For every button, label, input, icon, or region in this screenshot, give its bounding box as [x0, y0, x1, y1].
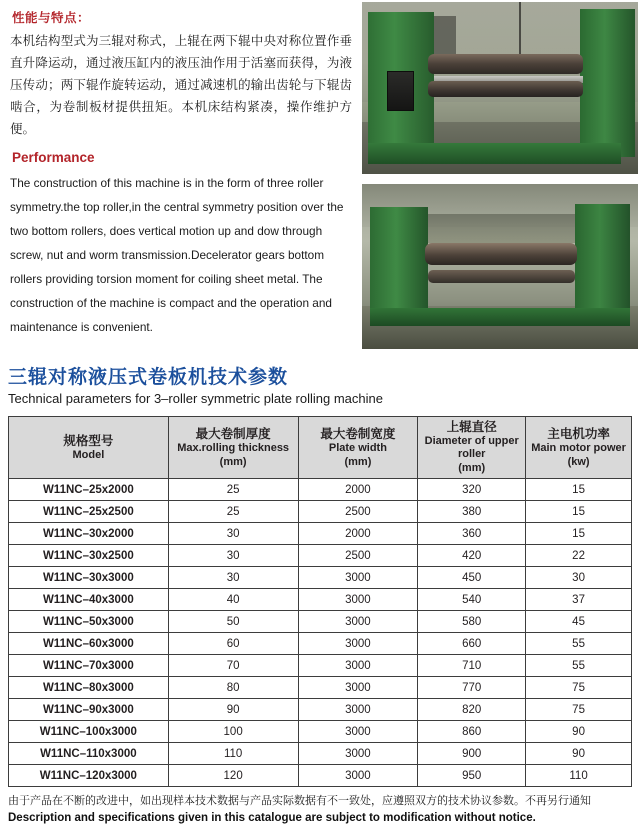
cell-roller-diameter: 320 [418, 479, 526, 501]
cell-motor-power: 55 [526, 655, 632, 677]
cell-model: W11NC–110x3000 [9, 743, 169, 765]
cell-motor-power: 75 [526, 699, 632, 721]
cell-motor-power: 15 [526, 479, 632, 501]
cell-roller-diameter: 450 [418, 567, 526, 589]
table-row [9, 721, 632, 743]
cell-motor-power: 22 [526, 545, 632, 567]
cell-model: W11NC–25x2500 [9, 501, 169, 523]
cell-model: W11NC–100x3000 [9, 721, 169, 743]
cell-motor-power: 15 [526, 523, 632, 545]
cell-motor-power: 15 [526, 501, 632, 523]
cell-thickness: 70 [168, 655, 298, 677]
table-row [9, 765, 632, 787]
cell-roller-diameter: 860 [418, 721, 526, 743]
footer-note-en: Description and specifications given in this catalogue are subject to modification without notice. [8, 812, 536, 824]
cell-thickness: 40 [168, 589, 298, 611]
cell-roller-diameter: 380 [418, 501, 526, 523]
photo-column [362, 0, 640, 352]
section-title-en: Technical parameters for 3–roller symmetric plate rolling machine [8, 391, 383, 406]
cell-roller-diameter: 660 [418, 633, 526, 655]
cell-thickness: 25 [168, 479, 298, 501]
cell-model: W11NC–70x3000 [9, 655, 169, 677]
table-row [9, 589, 632, 611]
cell-thickness: 110 [168, 743, 298, 765]
cell-motor-power: 55 [526, 633, 632, 655]
cell-roller-diameter: 420 [418, 545, 526, 567]
cell-model: W11NC–30x3000 [9, 567, 169, 589]
table-row [9, 479, 632, 501]
table-row [9, 655, 632, 677]
cell-thickness: 30 [168, 523, 298, 545]
cell-thickness: 90 [168, 699, 298, 721]
cell-roller-diameter: 950 [418, 765, 526, 787]
section-title-cn: 三辊对称液压式卷板机技术参数 [8, 366, 289, 388]
description-column [0, 0, 362, 352]
cell-width: 3000 [298, 633, 418, 655]
cell-model: W11NC–50x3000 [9, 611, 169, 633]
section-titles [0, 352, 640, 414]
col-header-roller-diameter-unit: (mm) [458, 462, 486, 474]
cell-thickness: 120 [168, 765, 298, 787]
cell-model: W11NC–120x3000 [9, 765, 169, 787]
cell-width: 3000 [298, 699, 418, 721]
cell-thickness: 100 [168, 721, 298, 743]
table-row [9, 677, 632, 699]
col-header-motor-power-en: Main motor power [531, 441, 626, 454]
col-header-thickness-cn: 最大卷制厚度 [195, 425, 271, 441]
table-row [9, 545, 632, 567]
col-header-thickness [168, 417, 298, 479]
table-row [9, 699, 632, 721]
col-header-roller-diameter [418, 417, 526, 479]
cell-model: W11NC–40x3000 [9, 589, 169, 611]
cell-roller-diameter: 580 [418, 611, 526, 633]
cell-width: 3000 [298, 589, 418, 611]
col-header-width-unit: (mm) [344, 455, 372, 468]
cell-width: 3000 [298, 765, 418, 787]
cell-motor-power: 90 [526, 743, 632, 765]
col-header-thickness-unit: (mm) [219, 455, 247, 468]
table-row [9, 611, 632, 633]
performance-paragraph-en: The construction of this machine is in the form of three roller symmetry.the top roller,in the central symmetry position over the two bottom rollers, does vertical motion up and dow through screw, nut and worm transmission.Decelerator gears bottom rollers providing torsion moment for coiling sheet metal. The construction of the machine is compact and the operation and maintenance is convenient. [10, 176, 344, 334]
performance-heading-cn: 性能与特点： [12, 10, 91, 25]
top-section [0, 0, 640, 352]
col-header-width-cn: 最大卷制宽度 [320, 425, 396, 441]
plate-rolling-machine-photo-front [362, 2, 638, 174]
cell-model: W11NC–30x2000 [9, 523, 169, 545]
cell-width: 2000 [298, 479, 418, 501]
table-body [9, 479, 632, 787]
cell-thickness: 30 [168, 545, 298, 567]
cell-width: 2500 [298, 545, 418, 567]
cell-roller-diameter: 900 [418, 743, 526, 765]
col-header-roller-diameter-en: Diameter of upper roller [424, 435, 519, 460]
plate-rolling-machine-photo-side [362, 184, 638, 349]
performance-paragraph-cn: 本机结构型式为三辊对称式，上辊在两下辊中央对称位置作垂直升降运动，通过液压缸内的液压油作用于活塞而获得，为液压传动；两下辊作旋转运动，通过减速机的输出齿轮与下辊齿啮合，为卷制板材提供扭矩。本机床结构紧凑，操作维护方便。 [10, 33, 352, 136]
cell-motor-power: 90 [526, 721, 632, 743]
specifications-table [8, 416, 632, 787]
cell-thickness: 80 [168, 677, 298, 699]
cell-width: 3000 [298, 677, 418, 699]
cell-motor-power: 45 [526, 611, 632, 633]
col-header-motor-power-cn: 主电机功率 [547, 425, 610, 441]
footer-note-cn: 由于产品在不断的改进中，如出现样本技术数据与产品实际数据有不一致处，应遵照双方的技术协议参数。不再另行通知 [8, 794, 591, 807]
cell-roller-diameter: 540 [418, 589, 526, 611]
col-header-thickness-en: Max.rolling thickness [177, 441, 290, 454]
cell-model: W11NC–60x3000 [9, 633, 169, 655]
cell-roller-diameter: 360 [418, 523, 526, 545]
cell-width: 3000 [298, 611, 418, 633]
col-header-model [9, 417, 169, 479]
cell-width: 3000 [298, 655, 418, 677]
cell-thickness: 25 [168, 501, 298, 523]
cell-thickness: 50 [168, 611, 298, 633]
cell-model: W11NC–30x2500 [9, 545, 169, 567]
footer-note [8, 793, 632, 826]
cell-model: W11NC–80x3000 [9, 677, 169, 699]
cell-motor-power: 75 [526, 677, 632, 699]
performance-heading-en: Performance [12, 150, 95, 165]
table-row [9, 633, 632, 655]
cell-model: W11NC–25x2000 [9, 479, 169, 501]
cell-thickness: 60 [168, 633, 298, 655]
cell-roller-diameter: 710 [418, 655, 526, 677]
cell-roller-diameter: 770 [418, 677, 526, 699]
table-row [9, 567, 632, 589]
cell-thickness: 30 [168, 567, 298, 589]
col-header-roller-diameter-cn: 上辊直径 [446, 419, 497, 434]
cell-width: 2500 [298, 501, 418, 523]
cell-motor-power: 110 [526, 765, 632, 787]
cell-motor-power: 37 [526, 589, 632, 611]
cell-width: 3000 [298, 743, 418, 765]
col-header-width-en: Plate width [328, 441, 387, 454]
table-row [9, 501, 632, 523]
cell-roller-diameter: 820 [418, 699, 526, 721]
col-header-width [298, 417, 418, 479]
cell-width: 3000 [298, 721, 418, 743]
col-header-motor-power-unit: (kw) [567, 455, 590, 468]
col-header-motor-power [526, 417, 632, 479]
col-header-model-cn: 规格型号 [63, 432, 114, 448]
cell-width: 2000 [298, 523, 418, 545]
cell-model: W11NC–90x3000 [9, 699, 169, 721]
table-row [9, 523, 632, 545]
cell-motor-power: 30 [526, 567, 632, 589]
col-header-model-en: Model [72, 448, 105, 461]
table-header-row [9, 417, 632, 479]
table-row [9, 743, 632, 765]
cell-width: 3000 [298, 567, 418, 589]
